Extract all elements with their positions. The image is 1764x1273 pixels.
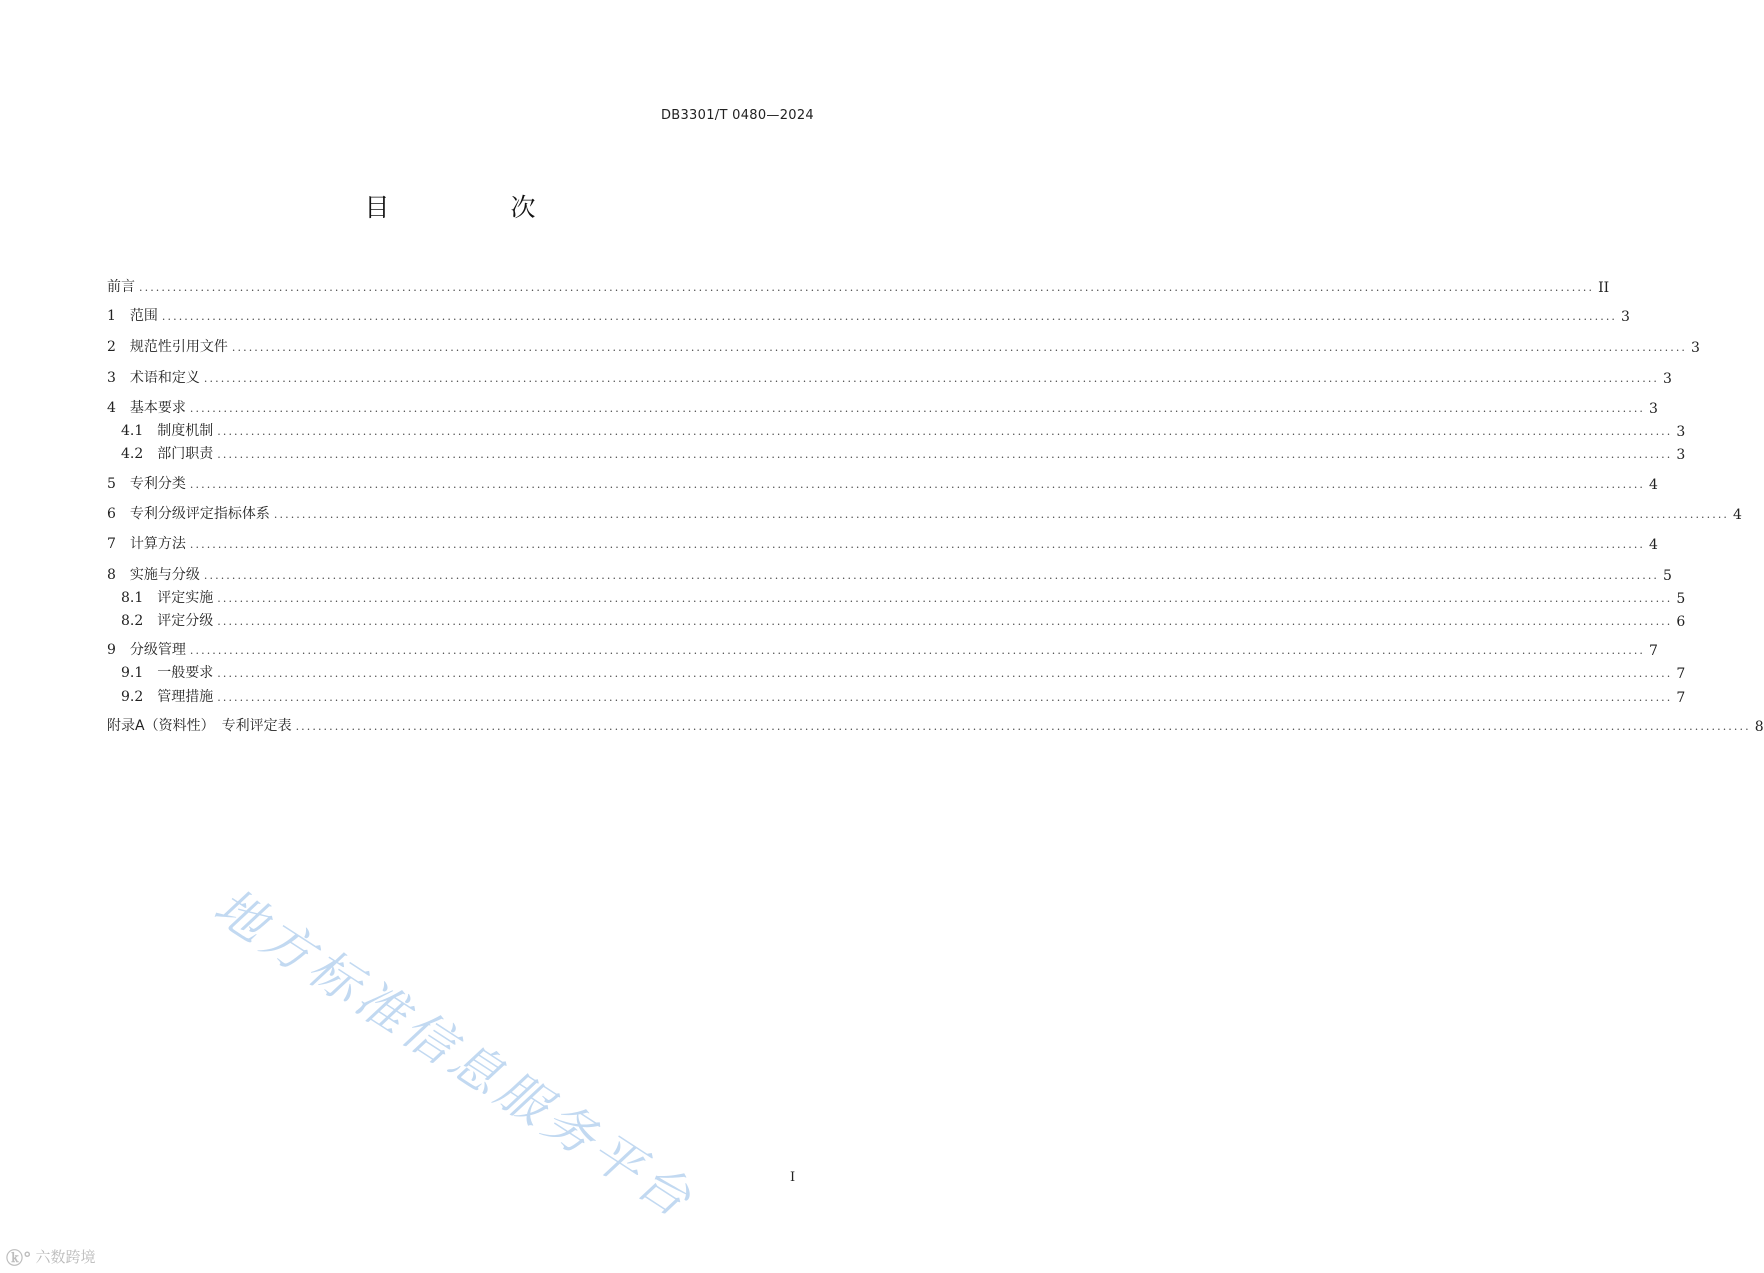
toc-entry-page: 5 [1676,591,1686,607]
toc-entry-page: 8 [1754,719,1764,735]
toc-entry-page: 3 [1676,447,1686,463]
toc-leader-dots: .................................................................................................................................................................................................................................................................... [217,592,1673,605]
toc-entry-page: II [1598,280,1610,296]
toc-entry[interactable] [107,397,1658,417]
toc-entry-label: 评定分级 [157,613,214,629]
toc-entry-number: 7 [107,536,130,552]
toc-entry[interactable] [107,715,1764,735]
toc-entry-label: 实施与分级 [129,567,200,583]
toc-entry-label: 计算方法 [129,536,186,552]
toc-entry-number: 9 [107,642,130,658]
toc-entry-page: 4 [1733,507,1742,523]
page-title: 目 次 [364,193,584,222]
brand-badge [6,1244,96,1269]
toc-entry[interactable] [107,367,1672,387]
toc-entry-number: 9.2 [121,689,158,705]
toc-leader-dots: .................................................................................................................................................................................................................................................................... [217,425,1673,438]
toc-entry-label: 术语和定义 [129,370,200,386]
toc-entry-page: 7 [1649,643,1658,659]
toc-entry-number: 8.2 [121,613,158,629]
toc-entry-label: 专利分级评定指标体系 [129,506,270,522]
toc-entry-page: 3 [1676,424,1686,440]
toc-leader-dots: .................................................................................................................................................................................................................................................................... [217,448,1673,461]
toc-entry-number: 8 [107,567,130,583]
watermark: 地方标准信息服务平台 [204,877,706,1231]
toc-leader-dots: .................................................................................................................................................................................................................................................................... [231,341,1688,354]
toc-entry-number: 5 [107,476,130,492]
toc-leader-dots: .................................................................................................................................................................................................................................................................... [273,508,1730,521]
toc-entry-number: 4.2 [121,446,158,462]
toc-entry-label: 一般要求 [157,665,214,681]
brand-name: 六数跨境 [35,1248,96,1266]
toc-entry-label: 前言 [107,279,135,295]
toc-entry-number: 9.1 [121,665,158,681]
toc-entry-number: 1 [107,308,130,324]
toc-entry[interactable] [121,662,1686,682]
toc-leader-dots: .................................................................................................................................................................................................................................................................... [189,538,1646,551]
toc-leader-dots: .................................................................................................................................................................................................................................................................... [189,644,1646,657]
toc-entry-label: 分级管理 [129,642,186,658]
toc-leader-dots: .................................................................................................................................................................................................................................................................... [217,691,1673,704]
toc-entry-label: 管理措施 [157,689,214,705]
brand-logo-icon: ⓚ° [6,1249,32,1269]
toc-entry-label: 部门职责 [157,446,214,462]
toc-entry-page: 3 [1621,309,1630,325]
toc-entry-page: 5 [1663,568,1672,584]
toc-entry-page: 3 [1663,371,1672,387]
document-code: DB3301/T 0480—2024 [660,108,814,123]
toc-entry[interactable] [107,533,1658,553]
toc-entry-page: 4 [1649,537,1658,553]
toc-entry-label: 基本要求 [129,400,186,416]
toc-entry-number: 8.1 [121,590,158,606]
toc-entry-page: 6 [1676,614,1686,630]
toc-entry[interactable] [107,305,1630,325]
toc-entry[interactable] [107,639,1658,659]
toc-entry-number: 2 [107,339,130,355]
toc-entry-label: 附录A（资料性） 专利评定表 [107,718,292,734]
toc-entry[interactable] [107,503,1742,523]
toc-entry-number: 4 [107,400,130,416]
toc-entry[interactable] [107,336,1700,356]
toc-entry-page: 3 [1691,340,1700,356]
toc-leader-dots: .................................................................................................................................................................................................................................................................... [203,569,1660,582]
toc-entry-number: 6 [107,506,130,522]
toc-entry-label: 专利分类 [129,476,186,492]
toc-entry[interactable] [121,686,1686,706]
toc-entry-page: 3 [1649,401,1658,417]
toc-entry-label: 评定实施 [157,590,214,606]
toc-entry[interactable] [121,610,1686,630]
toc-entry-number: 4.1 [121,423,158,439]
toc-entry-page: 7 [1676,666,1686,682]
page-number: I [790,1170,796,1185]
toc-leader-dots: .................................................................................................................................................................................................................................................................... [203,372,1660,385]
toc-entry[interactable] [107,473,1658,493]
toc-entry-page: 7 [1676,690,1686,706]
toc-leader-dots: .................................................................................................................................................................................................................................................................... [139,281,1595,294]
toc-entry[interactable] [121,587,1686,607]
toc-entry-number: 3 [107,370,130,386]
toc-leader-dots: .................................................................................................................................................................................................................................................................... [217,615,1673,628]
toc-entry-page: 4 [1649,477,1658,493]
toc-leader-dots: .................................................................................................................................................................................................................................................................... [161,310,1618,323]
toc-leader-dots: .................................................................................................................................................................................................................................................................... [217,667,1673,680]
toc-entry-label: 范围 [129,308,158,324]
toc-leader-dots: .................................................................................................................................................................................................................................................................... [189,478,1646,491]
toc-entry-label: 规范性引用文件 [129,339,228,355]
toc-entry[interactable] [121,420,1686,440]
toc-leader-dots: .................................................................................................................................................................................................................................................................... [295,720,1751,733]
toc-entry[interactable] [107,564,1672,584]
toc-leader-dots: .................................................................................................................................................................................................................................................................... [189,402,1646,415]
toc-entry[interactable] [121,443,1686,463]
toc-entry[interactable] [107,276,1610,296]
toc-entry-label: 制度机制 [157,423,214,439]
